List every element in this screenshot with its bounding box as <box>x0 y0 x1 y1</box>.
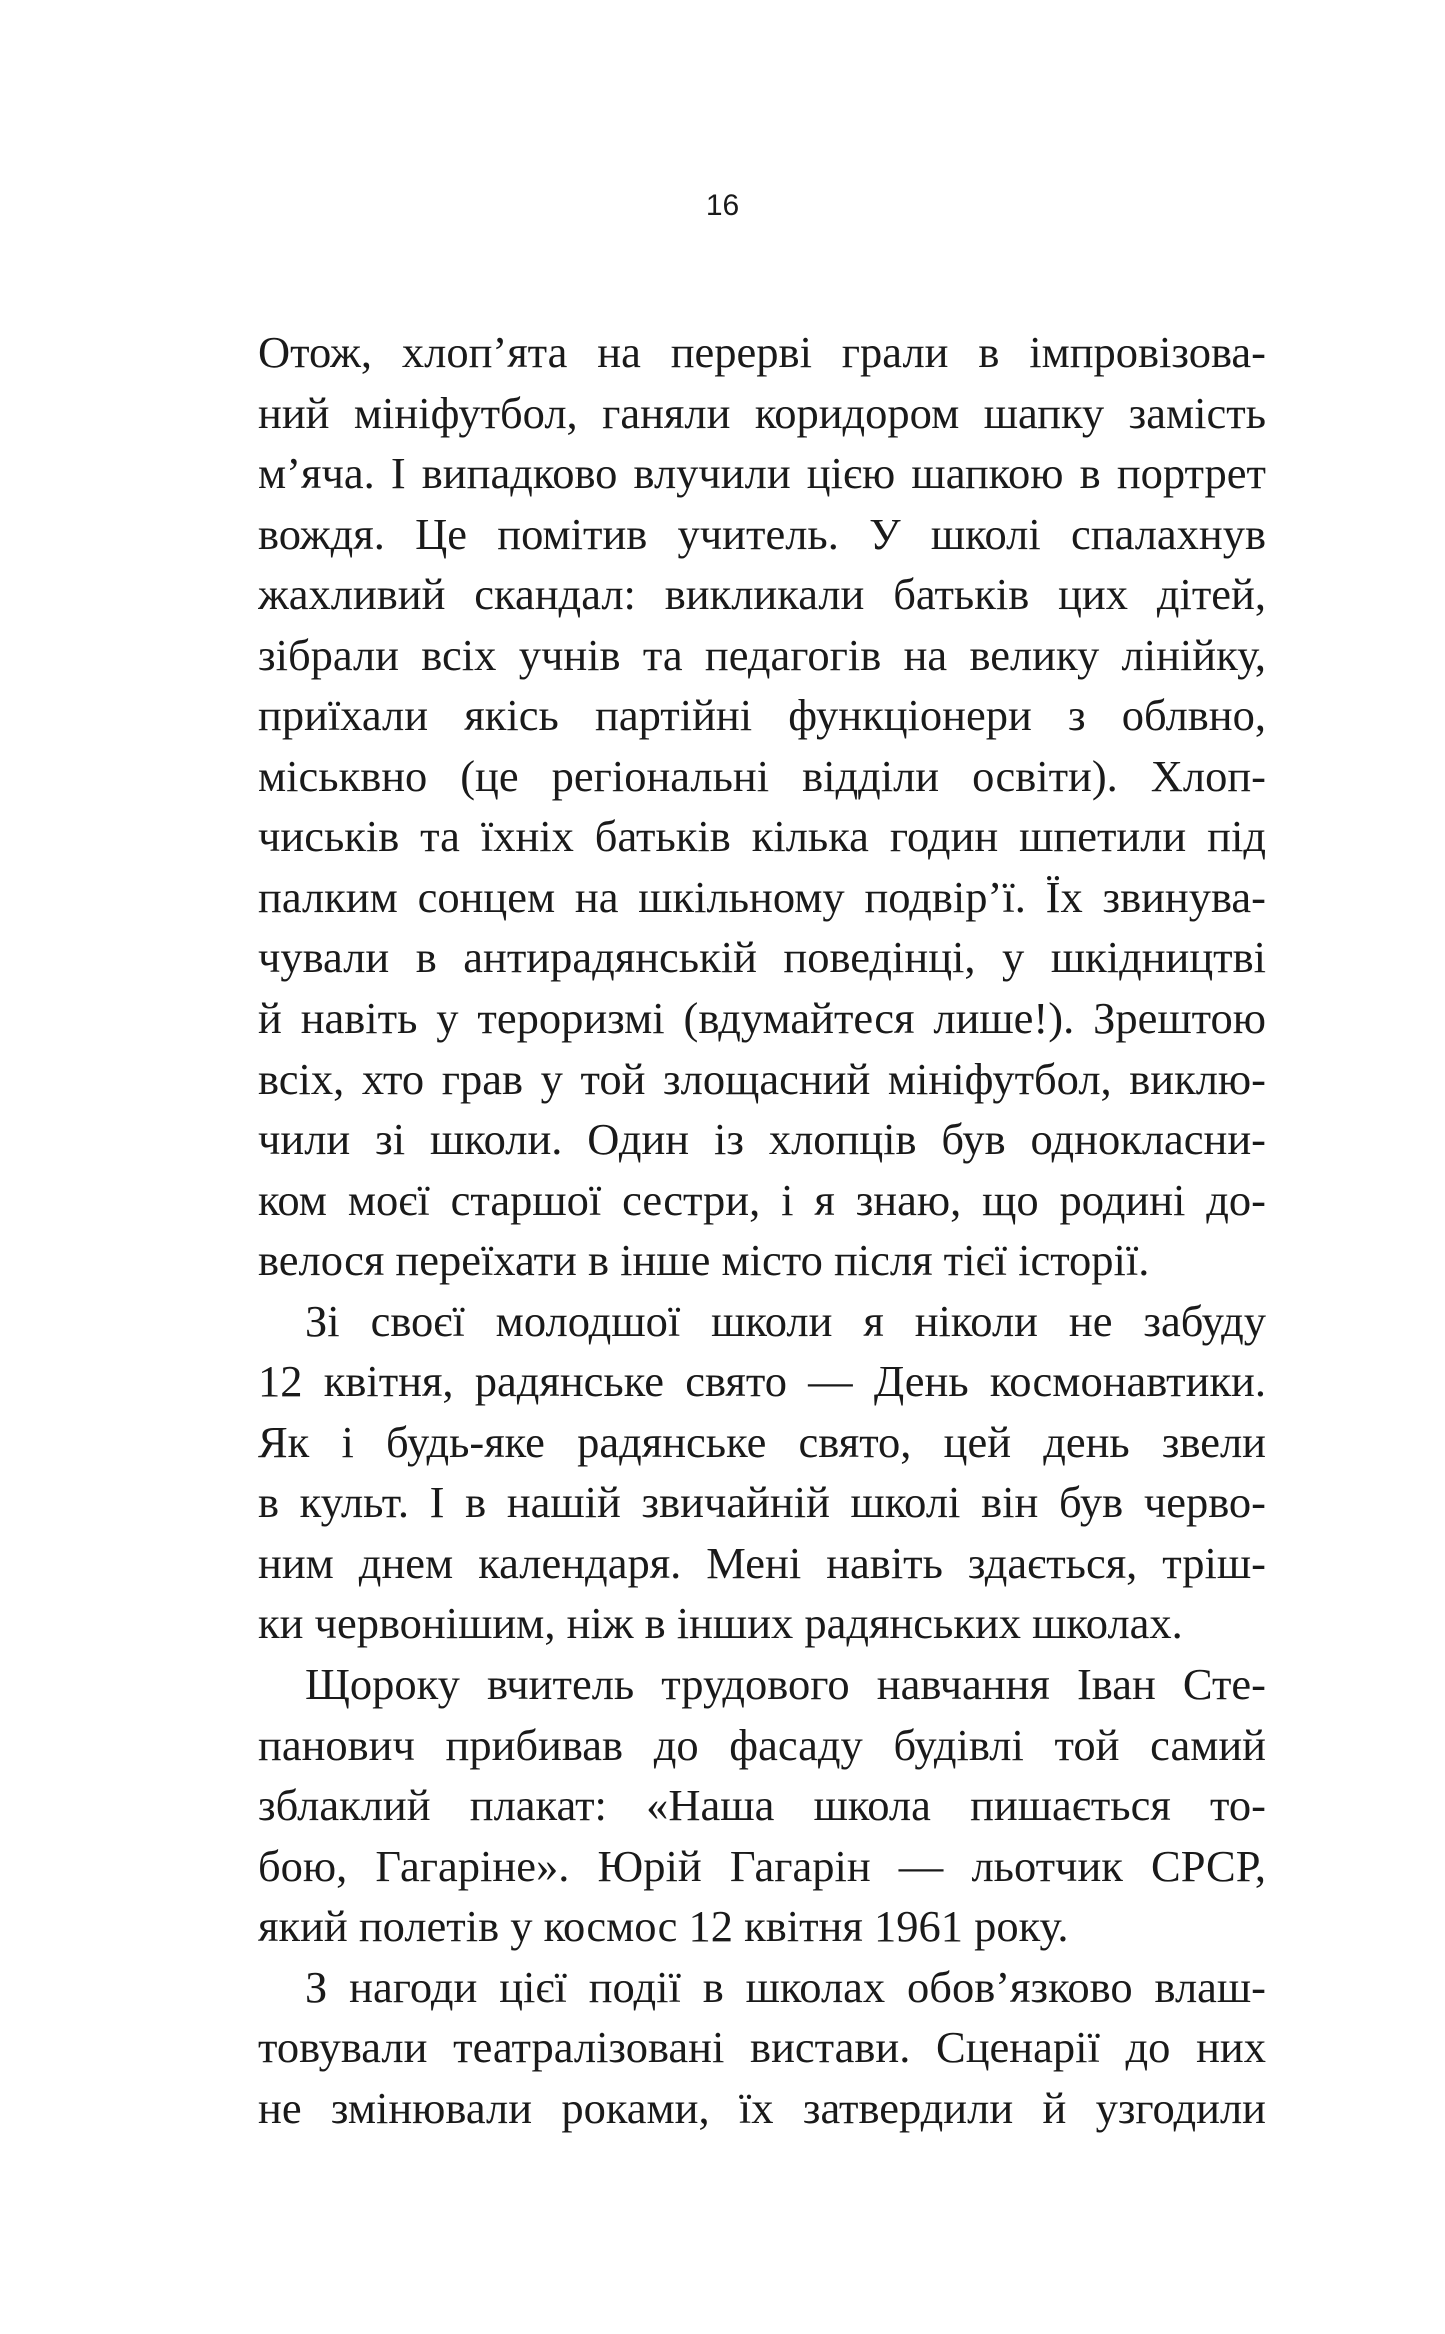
text-line: чиськів та їхніх батьків кілька годин шпетили під <box>258 811 1266 862</box>
text-line: ний мініфутбол, ганяли коридором шапку замість <box>258 387 1266 438</box>
text-line: який полетів у космос 12 квітня 1961 року. <box>258 1901 1069 1952</box>
text-line: вождя. Це помітив учитель. У школі спалахнув <box>258 508 1266 559</box>
text-line: зблаклий плакат: «Наша школа пишається то- <box>258 1780 1266 1831</box>
text-line: Щороку вчитель трудового навчання Іван Сте- <box>305 1659 1266 1710</box>
text-line: Отож, хлоп’ята на перерві грали в імпровізова- <box>258 327 1266 377</box>
text-line: велося переїхати в інше місто після тієї історії. <box>258 1235 1150 1286</box>
text-line: в культ. І в нашій звичайній школі він був черво- <box>258 1477 1266 1528</box>
text-line: Зі своєї молодшої школи я ніколи не забуду <box>305 1295 1266 1346</box>
text-line: й навіть у тероризмі (вдумайтеся лише!). Зрештою <box>258 993 1266 1044</box>
text-line: чували в антирадянській поведінці, у шкідництві <box>258 932 1266 983</box>
text-line: зібрали всіх учнів та педагогів на велику лінійку, <box>258 629 1266 680</box>
text-line: ком моєї старшої сестри, і я знаю, що родині до- <box>258 1174 1266 1225</box>
text-line: приїхали якісь партійні функціонери з облвно, <box>258 690 1266 741</box>
text-line: жахливий скандал: викликали батьків цих дітей, <box>258 569 1266 620</box>
text-line: ним днем календаря. Мені навіть здається, тріш- <box>258 1537 1266 1588</box>
text-line: Як і будь-яке радянське свято, цей день звели <box>258 1416 1266 1467</box>
text-line: всіх, хто грав у той злощасний мініфутбол, виклю- <box>258 1053 1266 1104</box>
text-line: товували театралізовані вистави. Сценарії до них <box>258 2022 1266 2073</box>
text-line: м’яча. І випадково влучили цією шапкою в портрет <box>258 448 1266 499</box>
text-line: ки червонішим, ніж в інших радянських школах. <box>258 1598 1183 1649</box>
text-line: палким сонцем на шкільному подвір’ї. Їх звинува- <box>258 871 1266 922</box>
page-number: 16 <box>705 189 740 222</box>
text-line: панович прибивав до фасаду будівлі той самий <box>258 1719 1266 1770</box>
body-text <box>258 322 1266 2138</box>
text-line: чили зі школи. Один із хлопців був однокласни- <box>258 1114 1266 1165</box>
text-line: бою, Гагаріне». Юрій Гагарін — льотчик СРСР, <box>258 1840 1266 1891</box>
text-line: З нагоди цієї події в школах обов’язково влаш- <box>305 1961 1266 2012</box>
text-line: міськвно (це регіональні відділи освіти). Хлоп- <box>258 750 1266 801</box>
text-line: не змінювали роками, їх затвердили й узгодили <box>258 2082 1266 2133</box>
text-line: 12 квітня, радянське свято — День космонавтики. <box>258 1356 1266 1407</box>
